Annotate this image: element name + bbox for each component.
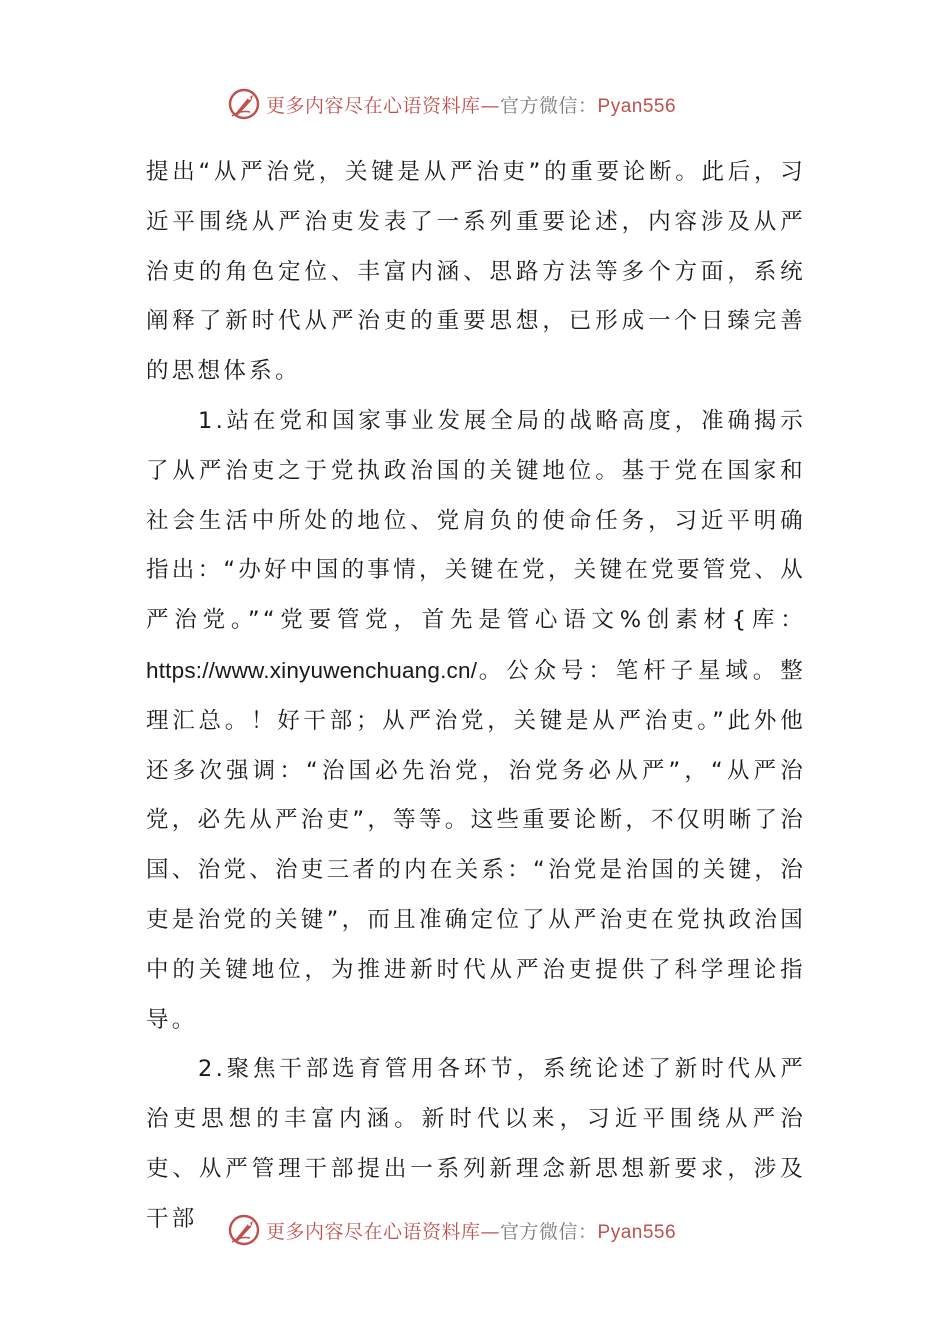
footer-banner-slogan: 更多内容尽在心语资料库 — [266, 1220, 481, 1243]
paragraph-1: 提出“从严治党，关键是从严治吏”的重要论断。此后，习近平围绕从严治吏发表了一系列重要论述，内容涉及从严治吏的角色定位、丰富内涵、思路方法等多个方面，系统阐释了新时代从严治吏的重要思想，已形成一个日臻完善的思想体系。 — [146, 159, 806, 385]
footer-banner-wechat: Pyan556 — [597, 1221, 677, 1243]
paragraph-2 — [146, 397, 806, 1045]
footer-banner-dash: — — [480, 1220, 501, 1243]
pen-nib-circle-icon — [226, 86, 262, 122]
footer-banner-label: 官方微信： — [500, 1220, 598, 1243]
footer-banner-text — [266, 1217, 676, 1244]
footer-banner — [226, 1210, 766, 1250]
header-banner-text — [266, 91, 676, 118]
source-link: https://www.xinyuwenchuang.cn/ — [146, 657, 478, 683]
header-banner-dash: — — [480, 94, 501, 117]
header-banner-label: 官方微信： — [500, 94, 598, 117]
pen-nib-circle-icon — [226, 1212, 262, 1248]
document-body — [146, 148, 806, 1245]
header-banner-slogan: 更多内容尽在心语资料库 — [266, 94, 481, 117]
paragraph-2-text: 1.站在党和国家事业发展全局的战略高度，准确揭示了从严治吏之于党执政治国的关键地位。基于党在国家和社会生活中所处的地位、党肩负的使命任务，习近平明确指出：“办好中国的事情，关键在党，关键在党要管党、从严治党。”“党要管党，首先是管心语文%创素材{库： — [146, 407, 806, 634]
header-banner — [226, 84, 766, 124]
paragraph-3: 2.聚焦干部选育管用各环节，系统论述了新时代从严治吏思想的丰富内涵。新时代以来，习近平围绕从严治吏、从严管理干部提出一系列新理念新思想新要求，涉及干部 — [146, 1056, 806, 1232]
paragraph-2-continued: 。公众号：笔杆子星域。整理汇总。！好干部；从严治党，关键是从严治吏。”此外他还多次强调：“治国必先治党，治党务必从严”，“从严治党，必先从严治吏”，等等。这些重要论断，不仅明晰了治国、治党、治吏三者的内在关系：“治党是治国的关键，治吏是治党的关键”，而且准确定位了从严治吏在党执政治国中的关键地位，为推进新时代从严治吏提供了科学理论指导。 — [146, 657, 806, 1033]
header-banner-wechat: Pyan556 — [597, 95, 677, 117]
